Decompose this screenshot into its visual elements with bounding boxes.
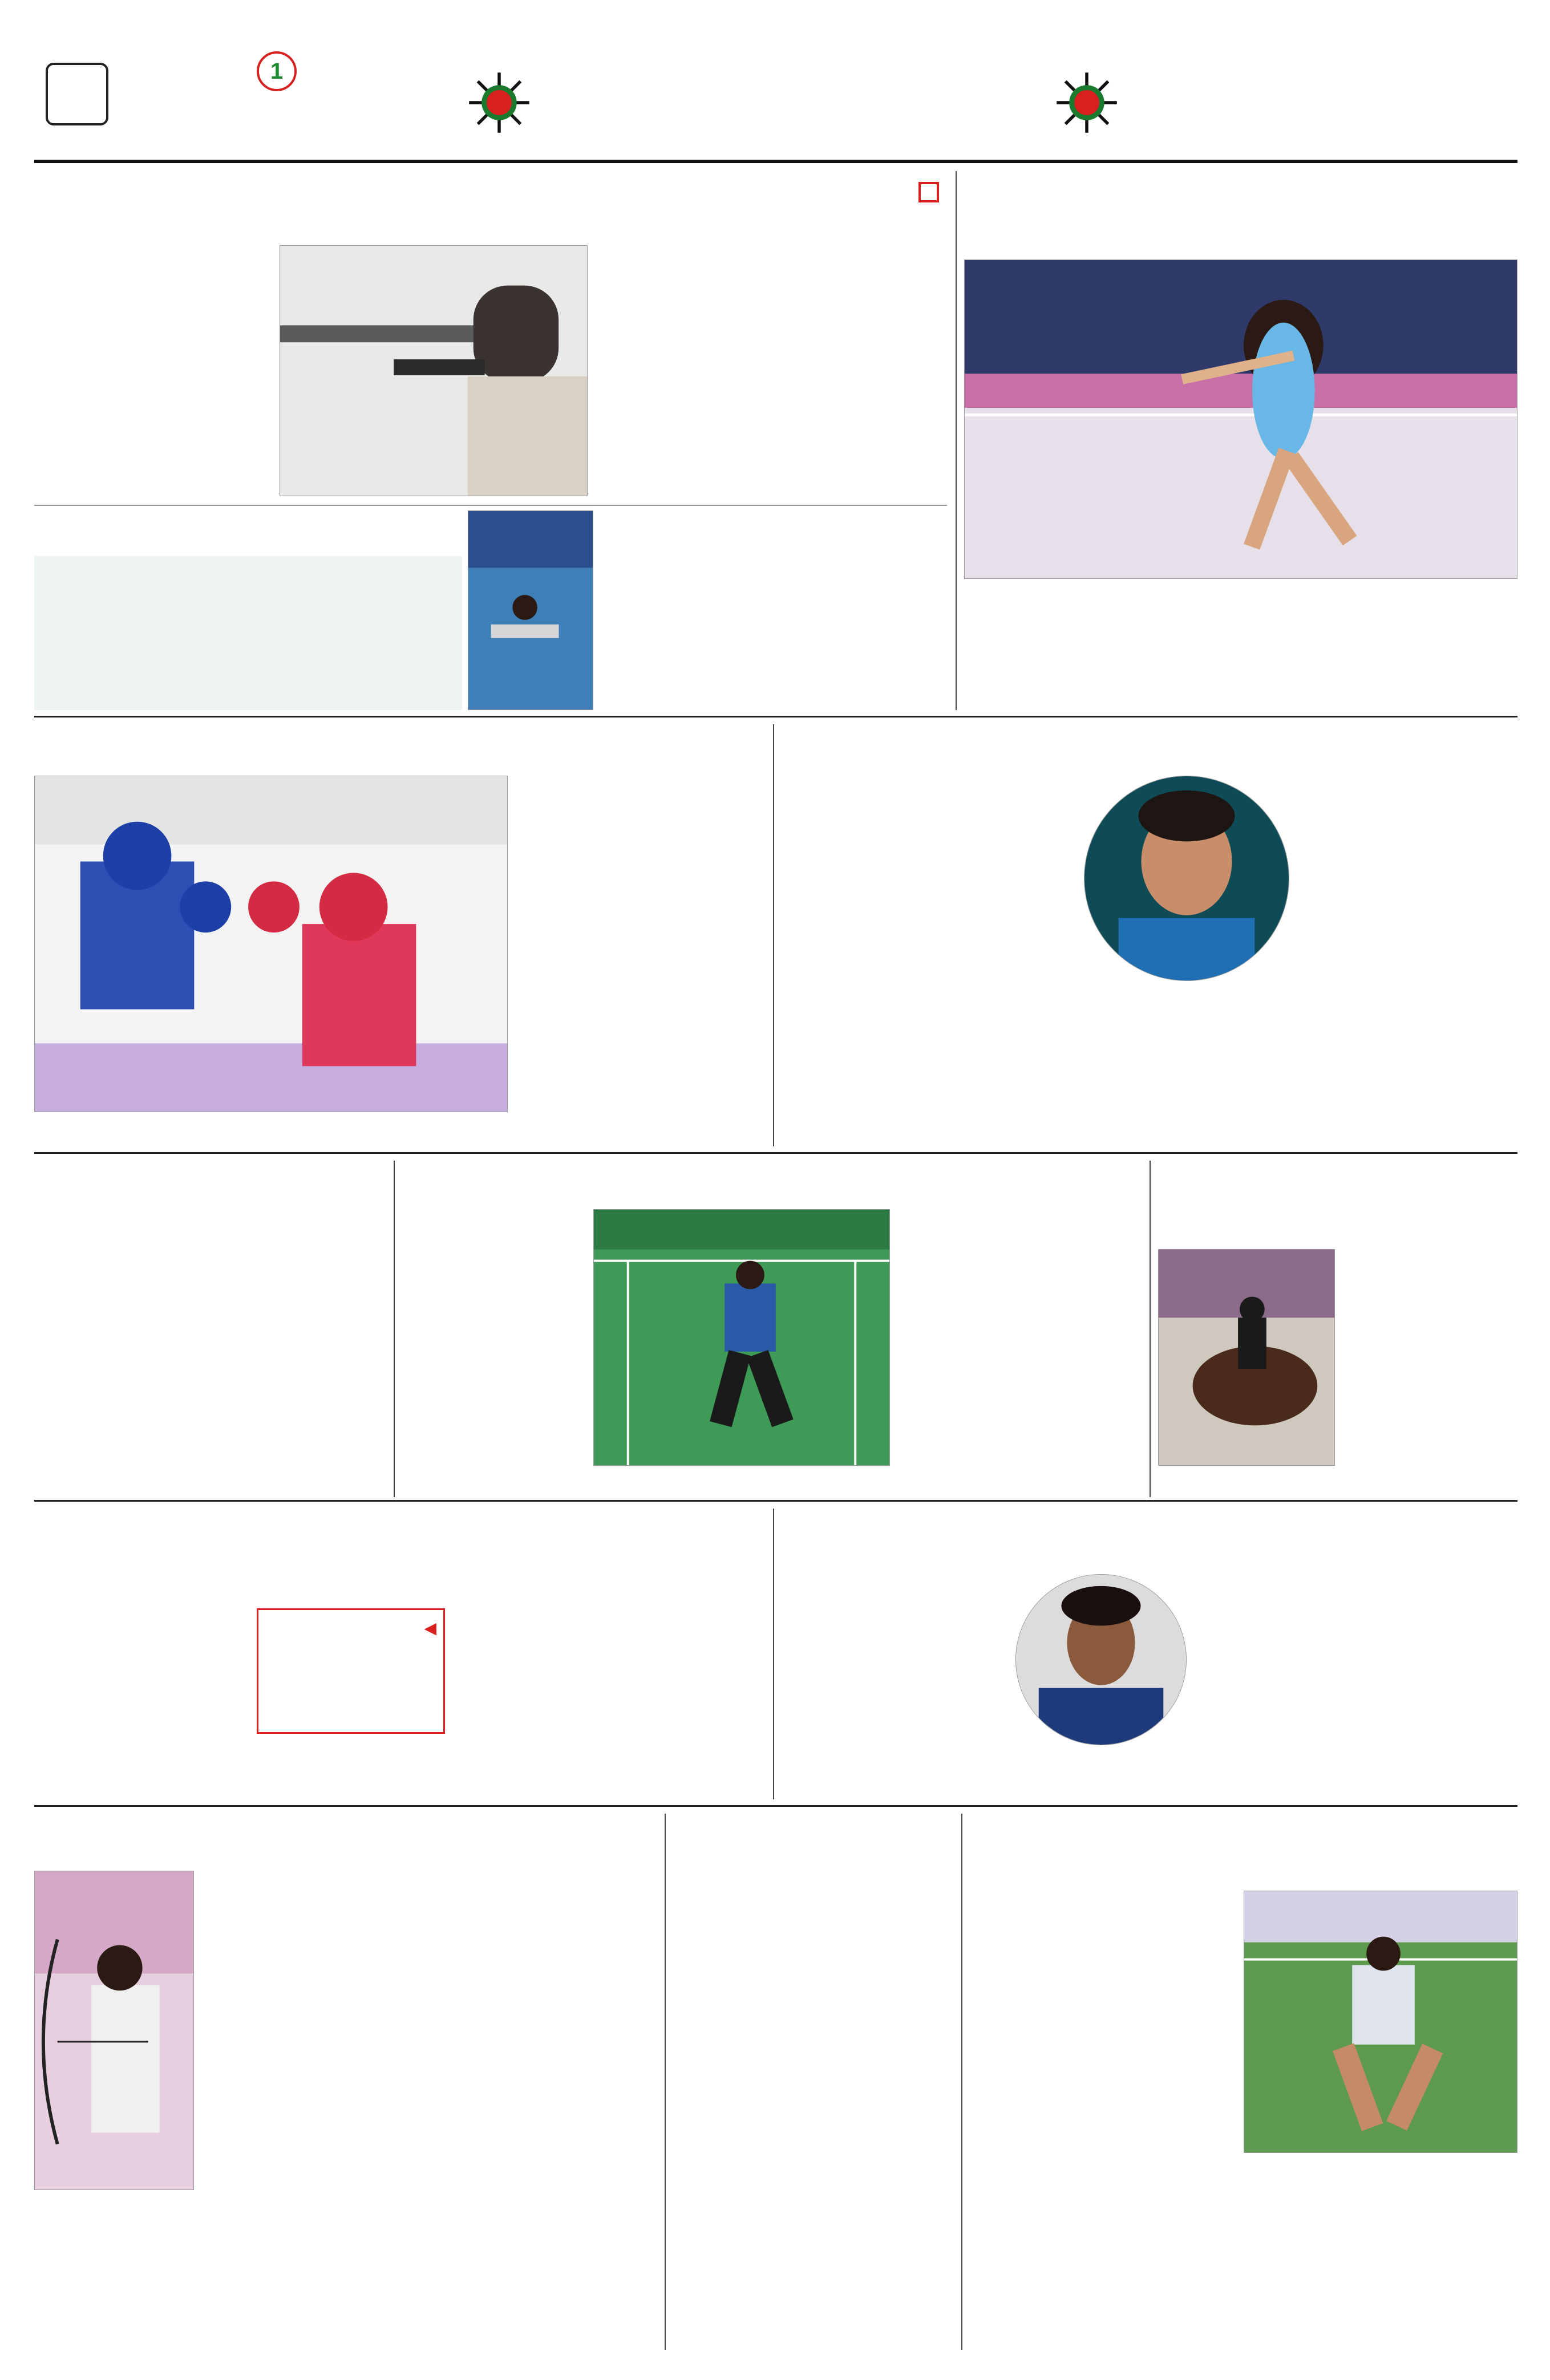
shooting-article-side — [34, 245, 274, 502]
row1-inner-rule — [34, 505, 947, 506]
boxing-article — [513, 776, 764, 1112]
sindhu-caption — [964, 585, 1517, 607]
masthead-rule — [34, 160, 1517, 163]
boxing-photo — [34, 776, 508, 1112]
row3-bottom-rule — [34, 1500, 1517, 1502]
women-headline — [34, 1509, 764, 1554]
welcome-headline — [34, 1161, 388, 1229]
archery-article — [200, 1871, 656, 2347]
lakshya-photo — [593, 1209, 890, 1466]
equestrian-headline — [1158, 1161, 1517, 1246]
column-divider-4 — [394, 1161, 395, 1497]
left-sun-emblem-icon — [468, 71, 531, 134]
tabletennis-headline — [34, 510, 462, 556]
column-divider-2 — [773, 724, 774, 1146]
lakshya-headline — [399, 1161, 1141, 1206]
row2-bottom-rule — [34, 1152, 1517, 1154]
right-sun-emblem-icon — [1055, 71, 1118, 134]
rashid-photo — [1084, 776, 1289, 981]
ponnappa-article-continued — [1244, 2159, 1517, 2347]
rowing-article — [599, 548, 947, 710]
rowing-photo — [468, 510, 593, 710]
equestrian-caption — [1158, 1471, 1517, 1494]
row1-bottom-rule — [34, 716, 1517, 717]
rashid-article-right — [1295, 776, 1517, 1146]
rowing-headline — [599, 510, 947, 545]
shooting-separator-icon — [918, 182, 939, 202]
sindhu-photo — [964, 260, 1517, 579]
rashid-headline — [782, 724, 1517, 770]
cricketsel-article — [673, 1856, 956, 2347]
row4-bottom-rule — [34, 1805, 1517, 1807]
suryakumar-photo — [1015, 1574, 1187, 1745]
archery-headline — [34, 1814, 656, 1865]
pullquote-arrow-icon: ◀ — [424, 1619, 436, 1637]
boxing-caption — [34, 1115, 764, 1146]
archery-photo — [34, 1871, 194, 2190]
archery-article-continued — [34, 2196, 194, 2347]
welcome-article — [34, 1232, 388, 1494]
section-title-urdu — [1147, 57, 1517, 143]
suryakumar-article-continued — [782, 1557, 1010, 1797]
sindhu-article — [964, 607, 1517, 710]
rashid-article-left — [782, 776, 1078, 1146]
shooting-article-main — [599, 245, 947, 502]
equestrian-article — [1341, 1249, 1517, 1466]
lakshya-caption — [399, 1209, 588, 1466]
ponnappa-article — [970, 1891, 1238, 2347]
logo-emblem: 1 — [257, 51, 297, 91]
cricketsel-headline — [673, 1814, 956, 1854]
column-divider-3 — [1150, 1161, 1151, 1497]
tabletennis-article — [34, 556, 462, 710]
shooting-photo — [280, 245, 588, 496]
lakshya-article — [896, 1209, 1141, 1466]
equestrian-photo — [1158, 1249, 1335, 1466]
suryakumar-headline — [782, 1509, 1517, 1554]
column-divider-6 — [961, 1814, 962, 2350]
suryakumar-caption — [1015, 1751, 1187, 1774]
masthead — [34, 46, 1517, 154]
shooting-headline — [34, 171, 947, 240]
newspaper-logo — [143, 46, 439, 154]
women-pullquote — [257, 1608, 445, 1734]
column-divider-5 — [773, 1509, 774, 1799]
sindhu-headline — [964, 171, 1517, 257]
ponnappa-photo — [1244, 1891, 1517, 2153]
ponnappa-headline — [970, 1814, 1517, 1888]
boxing-headline — [34, 724, 764, 770]
column-divider-7 — [665, 1814, 666, 2350]
suryakumar-article — [1192, 1557, 1517, 1797]
section-header-center — [605, 57, 947, 154]
column-divider-1 — [956, 171, 957, 710]
page-number-badge — [46, 63, 108, 125]
